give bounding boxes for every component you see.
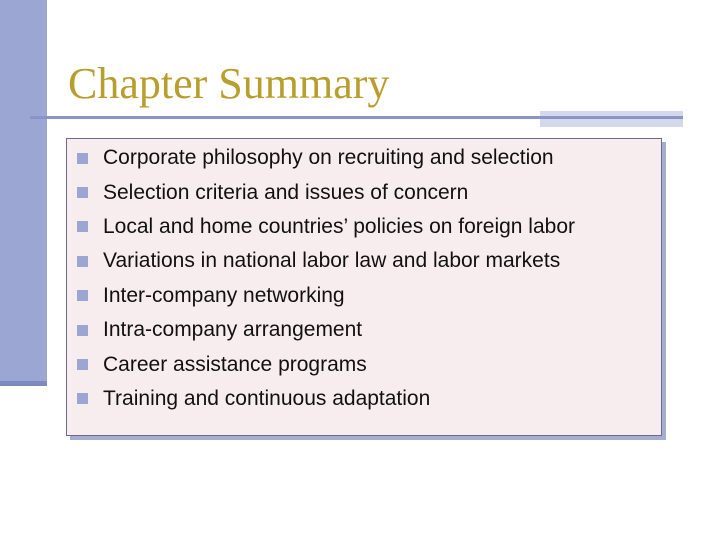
title-rule-accent-line (540, 116, 683, 119)
bullet-text: Variations in national labor law and labor markets (103, 249, 561, 273)
bullet-text: Local and home countries’ policies on foreign labor (103, 214, 576, 238)
left-accent-bar (0, 0, 47, 385)
slide-title: Chapter Summary (68, 59, 390, 108)
bullet-text: Career assistance programs (103, 352, 367, 376)
square-bullet-icon (77, 187, 88, 198)
bullet-text: Inter-company networking (103, 283, 345, 307)
square-bullet-icon (77, 256, 88, 267)
bullet-item (77, 382, 575, 416)
square-bullet-icon (77, 393, 88, 404)
bullet-text: Selection criteria and issues of concern (103, 180, 469, 204)
square-bullet-icon (77, 325, 88, 336)
square-bullet-icon (77, 359, 88, 370)
bullet-list (77, 141, 575, 416)
bullet-item (77, 210, 575, 244)
bullet-text: Corporate philosophy on recruiting and selection (103, 146, 554, 170)
bullet-item (77, 244, 575, 278)
bullet-text: Training and continuous adaptation (103, 386, 431, 410)
bullet-item (77, 347, 575, 381)
bullet-item (77, 279, 575, 313)
square-bullet-icon (77, 221, 88, 232)
bullet-item (77, 175, 575, 209)
bullet-item (77, 313, 575, 347)
square-bullet-icon (77, 153, 88, 164)
title-rule-accent (540, 111, 683, 127)
bullet-item (77, 141, 575, 175)
left-accent-bar-shadow (0, 381, 47, 386)
bullet-text: Intra-company arrangement (103, 318, 363, 342)
square-bullet-icon (77, 290, 88, 301)
